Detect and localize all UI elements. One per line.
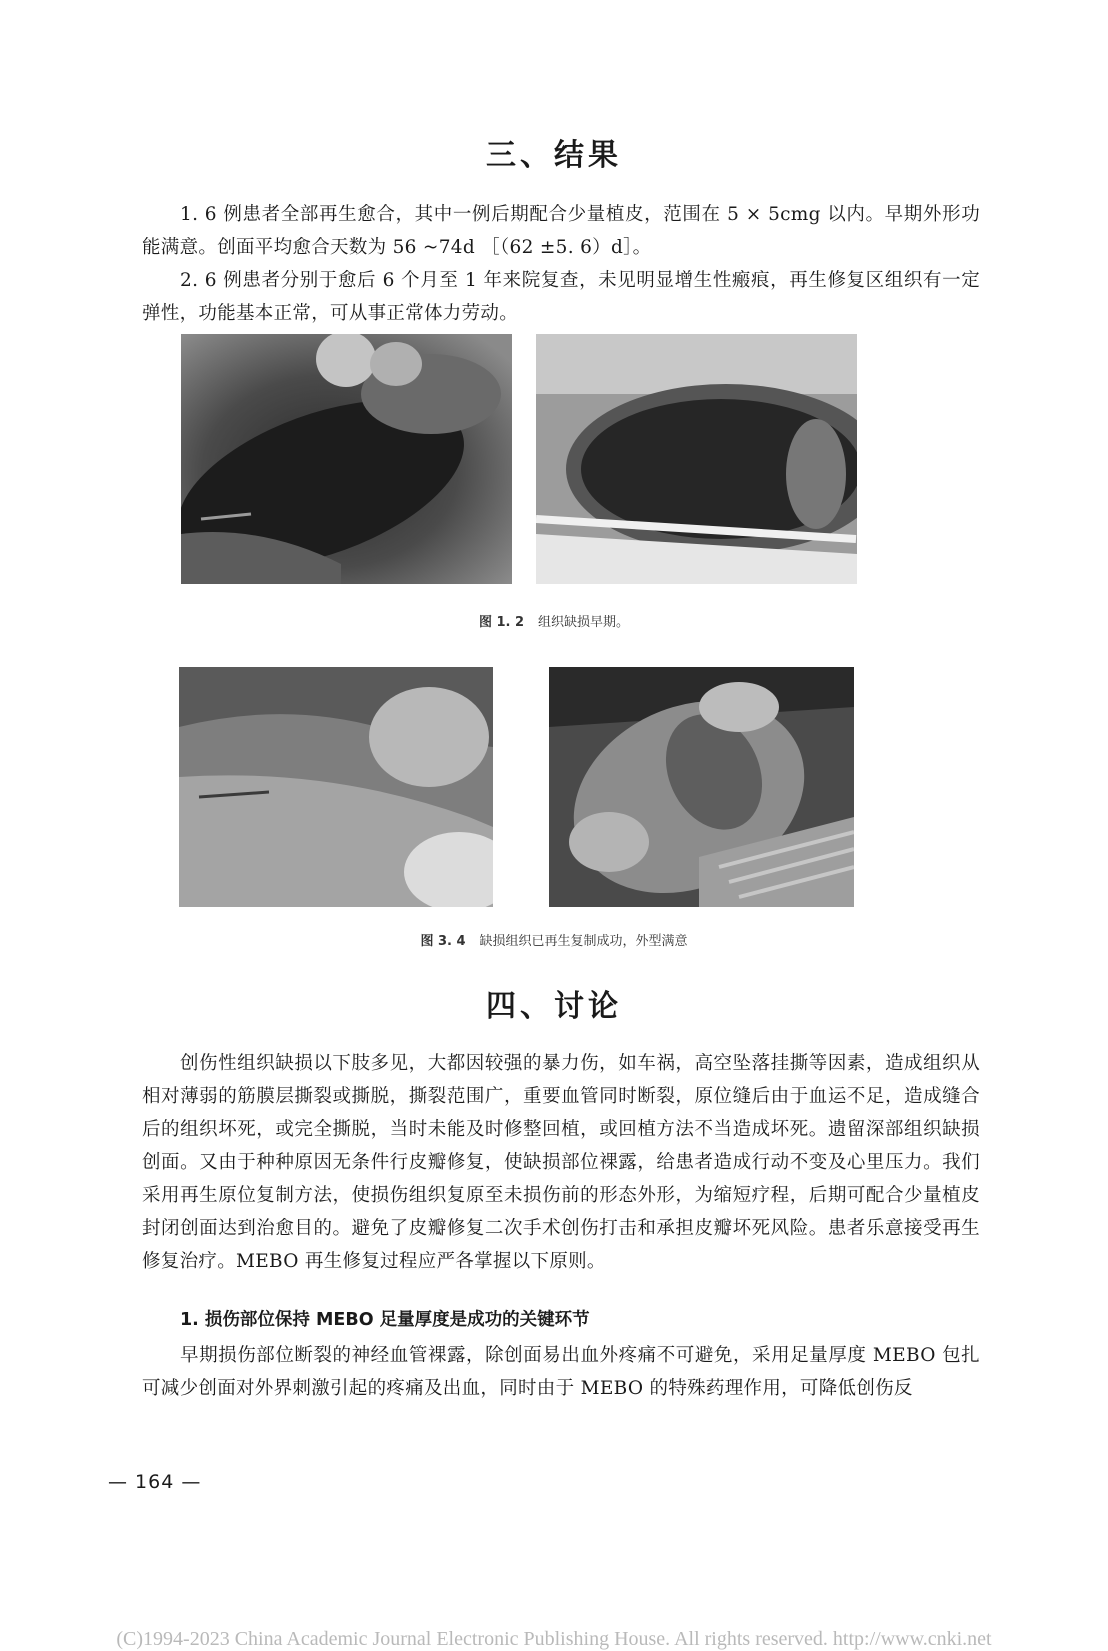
copyright-footer: (C)1994-2023 China Academic Journal Electronic Publishing House. All rights reserved. http://www.cnki.net [116,1628,992,1650]
page-number: — 164 — [108,1471,202,1493]
figure-1-number: 图 1. 2 [478,615,525,630]
figure-2-caption [0,930,1108,949]
discussion-paragraph-1: 创伤性组织缺损以下肢多见，大都因较强的暴力伤，如车祸，高空坠落挂撕等因素，造成组织从相对薄弱的筋膜层撕裂或撕脱，撕裂范围广，重要血管同时断裂，原位缝后由于血运不足，造成缝合后的组织坏死，或完全撕脱，当时未能及时修整回植，或回植方法不当造成坏死。遗留深部组织缺损创面。又由于种种原因无条件行皮瓣修复，使缺损部位裸露，给患者造成行动不变及心里压力。我们采用再生原位复制方法，使损伤组织复原至未损伤前的形态外形，为缩短疗程，后期可配合少量植皮封闭创面达到治愈目的。避免了皮瓣修复二次手术创伤打击和承担皮瓣坏死风险。患者乐意接受再生修复治疗。MEBO 再生修复过程应严各掌握以下原则。 [142,1053,980,1272]
results-heading: 三、结果 [486,138,622,173]
photo-early-wound-sole [536,334,857,584]
figure-2-text: 缺损组织已再生复制成功，外型满意 [479,934,688,949]
discussion-heading: 四、讨论 [486,989,622,1024]
photo-healed-foot [549,667,854,907]
results-paragraph-1: 1. 6 例患者全部再生愈合，其中一例后期配合少量植皮，范围在 5 × 5cmg 以内。早期外形功能满意。创面平均愈合天数为 56 ~74d ［（62 ±5. 6）d］。 [142,204,980,258]
figure-1-caption [0,611,1108,630]
discussion-paragraph-2: 早期损伤部位断裂的神经血管裸露，除创面易出血外疼痛不可避免，采用足量厚度 MEBO 包扎可减少创面对外界刺激引起的疼痛及出血，同时由于 MEBO 的特殊药理作用，可降低创伤反 [142,1345,980,1399]
photo-early-wound-leg [181,334,512,584]
discussion-subheading-1: 1. 损伤部位保持 MEBO 足量厚度是成功的关键环节 [180,1310,590,1330]
results-paragraph-2: 2. 6 例患者分别于愈后 6 个月至 1 年来院复查，未见明显增生性瘢痕，再生修复区组织有一定弹性，功能基本正常，可从事正常体力劳动。 [142,270,980,324]
figure-2-number: 图 3. 4 [420,934,466,949]
figure-1-text: 组织缺损早期。 [538,615,630,630]
photo-healed-leg [179,667,493,907]
